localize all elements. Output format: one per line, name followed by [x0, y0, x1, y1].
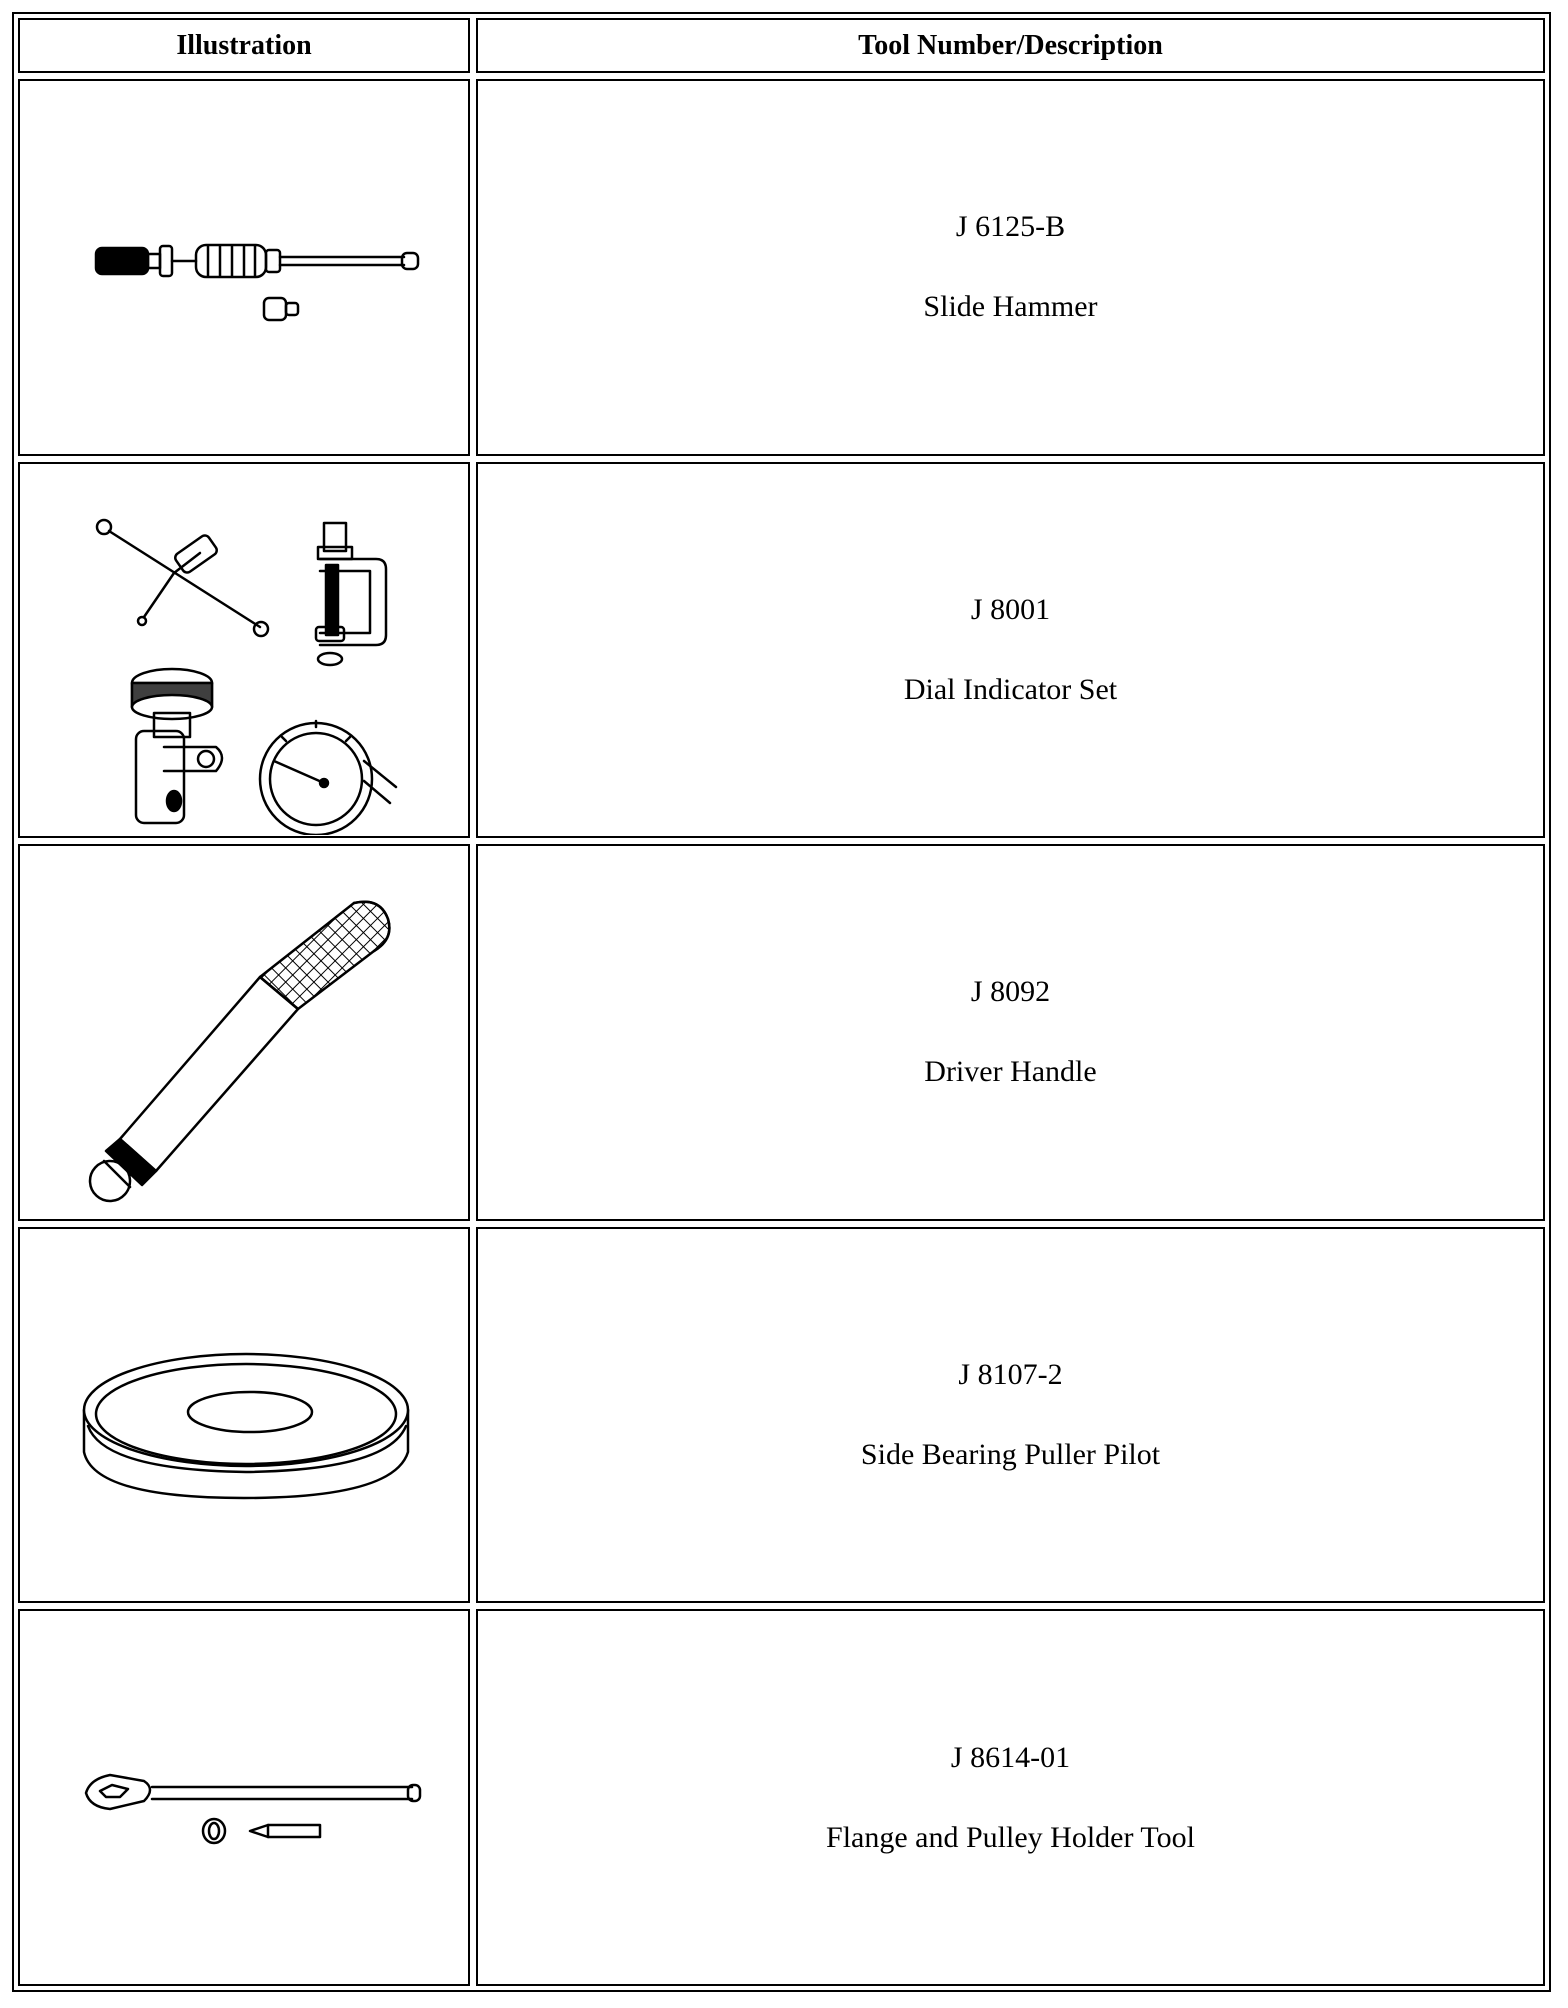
dial-indicator-set-icon	[24, 465, 464, 835]
illustration-cell	[18, 1227, 470, 1604]
illustration-cell	[18, 79, 470, 456]
tool-description: Dial Indicator Set	[903, 672, 1118, 706]
tool-number: J 6125-B	[955, 210, 1066, 244]
illustration-cell	[18, 1609, 470, 1986]
description-cell	[476, 462, 1545, 839]
slide-hammer-icon	[24, 82, 464, 452]
tool-description: Slide Hammer	[923, 290, 1098, 324]
flange-holder-icon	[24, 1613, 464, 1983]
description-cell	[476, 1609, 1545, 1986]
tool-description: Side Bearing Puller Pilot	[860, 1438, 1161, 1472]
tool-number: J 8092	[970, 975, 1051, 1009]
description-cell	[476, 1227, 1545, 1604]
tool-description: Driver Handle	[924, 1055, 1097, 1089]
tool-table	[12, 12, 1551, 1992]
puller-pilot-icon	[24, 1230, 464, 1600]
description-cell	[476, 79, 1545, 456]
driver-handle-icon	[24, 847, 464, 1217]
illustration-cell	[18, 844, 470, 1221]
description-cell	[476, 844, 1545, 1221]
tool-number: J 8614-01	[950, 1740, 1071, 1774]
tool-description: Flange and Pulley Holder Tool	[826, 1820, 1195, 1854]
header-illustration: Illustration	[18, 18, 470, 73]
illustration-cell	[18, 462, 470, 839]
tool-number: J 8107-2	[958, 1358, 1063, 1392]
header-tool-number-description: Tool Number/Description	[476, 18, 1545, 73]
tool-number: J 8001	[970, 592, 1051, 626]
